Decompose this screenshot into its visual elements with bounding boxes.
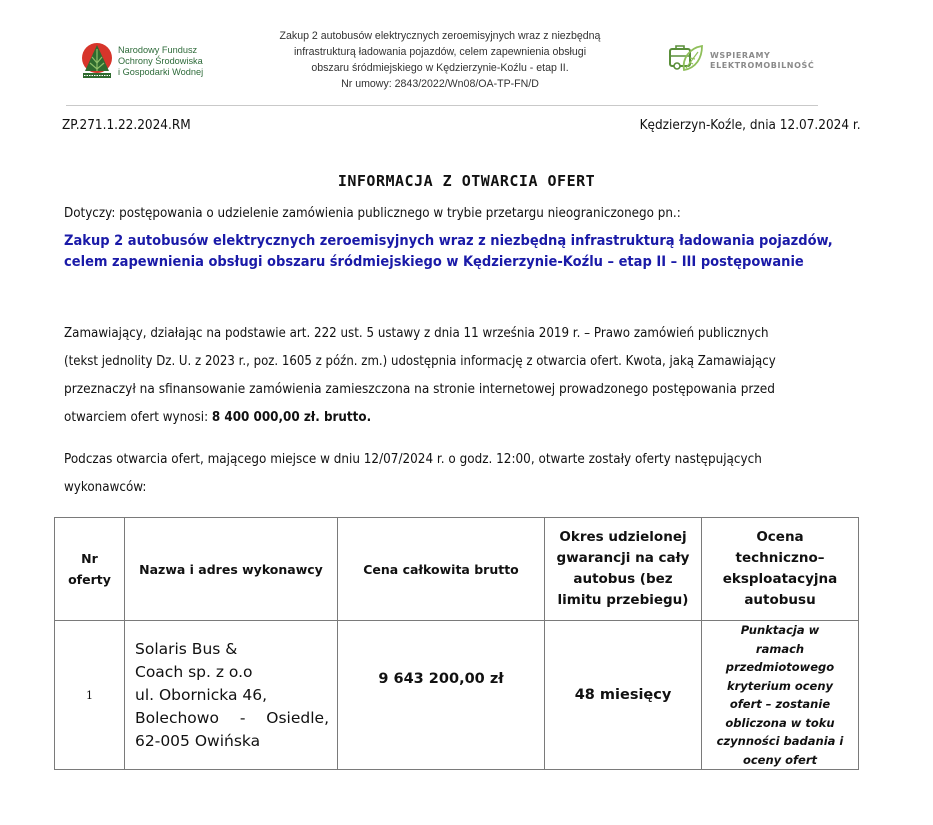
regarding-text: Dotyczy: postępowania o udzielenie zamówienia publicznego w trybie przetargu nieograniczonego pn.: [64,206,681,221]
paragraph-line: wykonawców: [64,480,147,495]
contractor-line: Coach sp. z o.o [135,662,253,681]
header-text: techniczno– [735,550,825,566]
reference-number: ZP.271.1.22.2024.RM [62,118,191,133]
nfosigw-tree-sun-icon [80,41,114,81]
subject-line: celem zapewnienia obsługi obszaru śródmiejskiego w Kędzierzynie-Koźlu – etap II – III postępowanie [64,254,804,270]
header-offer-number [55,518,125,621]
header-text: Nr [81,551,98,566]
project-header-line: Zakup 2 autobusów elektrycznych zeroemisyjnych wraz z niezbędną [279,30,601,42]
emobility-logo [668,44,814,78]
evaluation-line: ramach [755,641,805,656]
offer-warranty: 48 miesięcy [545,621,702,770]
paragraph-line: Podczas otwarcia ofert, mającego miejsce w dniu 12/07/2024 r. o godz. 12:00, otwarte zostały oferty następujących [64,452,762,467]
header-text: Ocena [756,529,804,545]
header-text: eksploatacyjna [722,571,838,587]
nfos-line: Narodowy Fundusz [118,44,198,55]
nfosigw-name [118,45,203,78]
header-text: autobusu [744,592,816,608]
contractor-word: Osiedle, [266,708,329,727]
emobility-line: ELEKTROMOBILNOŚĆ [710,61,815,70]
procurement-subject [64,231,833,273]
nfos-line: i Gospodarki Wodnej [118,66,204,77]
budget-paragraph [64,320,881,432]
evaluation-line: Punktacja w [740,623,820,637]
emobility-text [710,51,814,71]
paragraph-line: przeznaczył na sfinansowanie zamówienia zamieszczona na stronie internetowej prowadzonego postępowania przed [64,382,775,397]
subject-line: Zakup 2 autobusów elektrycznych zeroemisyjnych wraz z niezbędną infrastrukturą ładowania pojazdów, [64,233,833,249]
bus-leaf-icon [668,44,704,78]
contractor-line: Solaris Bus & [135,639,238,658]
project-header [240,28,640,92]
project-header-line: infrastrukturą ładowania pojazdów, celem zapewnienia obsługi [293,46,587,58]
evaluation-line: oceny ofert [742,752,818,767]
budget-amount: 8 400 000,00 zł. brutto. [211,410,372,425]
project-header-line: obszaru śródmiejskiego w Kędzierzynie-Koźlu - etap II. [311,62,569,74]
evaluation-line: obliczona w toku [725,715,835,730]
opening-paragraph [64,446,881,502]
contractor-line: 62-005 Owińska [135,731,261,750]
contractor-word: - [239,708,246,727]
contractor-line: ul. Obornicka 46, [135,685,268,704]
header-warranty [545,518,702,621]
evaluation-line: ofert – zostanie [729,697,831,711]
nfos-line: Ochrony Środowiska [118,55,203,66]
contractor-word: Bolechowo [135,708,219,727]
place-date: Kędzierzyn-Koźle, dnia 12.07.2024 r. [640,118,861,133]
paragraph-line: Zamawiający, działając na podstawie art. 222 ust. 5 ustawy z dnia 11 września 2019 r. – Prawo zamówień publicznych [64,326,769,341]
offer-number: 1 [55,621,125,770]
evaluation-line: czynności badania i [716,734,844,748]
contractor-line [135,707,329,730]
header-price: Cena całkowita brutto [338,518,545,621]
page-title: INFORMACJA Z OTWARCIA OFERT [337,172,596,190]
header-divider [66,105,818,106]
contractor-name-address [125,621,338,770]
header-text: limitu przebiegu) [557,592,689,608]
evaluation-line: kryterium oceny [726,678,834,693]
nfosigw-logo [80,40,230,82]
paragraph-line: otwarciem ofert wynosi: [64,410,212,425]
table-header-row [55,518,859,621]
header-text: oferty [68,572,111,587]
evaluation-line: przedmiotowego [725,660,835,674]
contract-number: Nr umowy: 2843/2022/Wn08/OA-TP-FN/D [341,78,539,90]
header-text: Okres udzielonej [559,529,687,545]
header-evaluation [702,518,859,621]
paragraph-line: (tekst jednolity Dz. U. z 2023 r., poz. 1605 z późn. zm.) udostępnia informację z otwarcia ofert. Kwota, jaką Zamawiający [64,354,776,369]
table-row [55,621,859,770]
offer-evaluation [702,621,859,770]
header-text: autobus (bez [573,571,673,587]
offers-table [54,517,859,770]
emobility-line: WSPIERAMY [710,51,771,60]
header-text: gwarancji na cały [556,550,690,566]
header-contractor: Nazwa i adres wykonawcy [125,518,338,621]
offer-price: 9 643 200,00 zł [338,621,545,770]
